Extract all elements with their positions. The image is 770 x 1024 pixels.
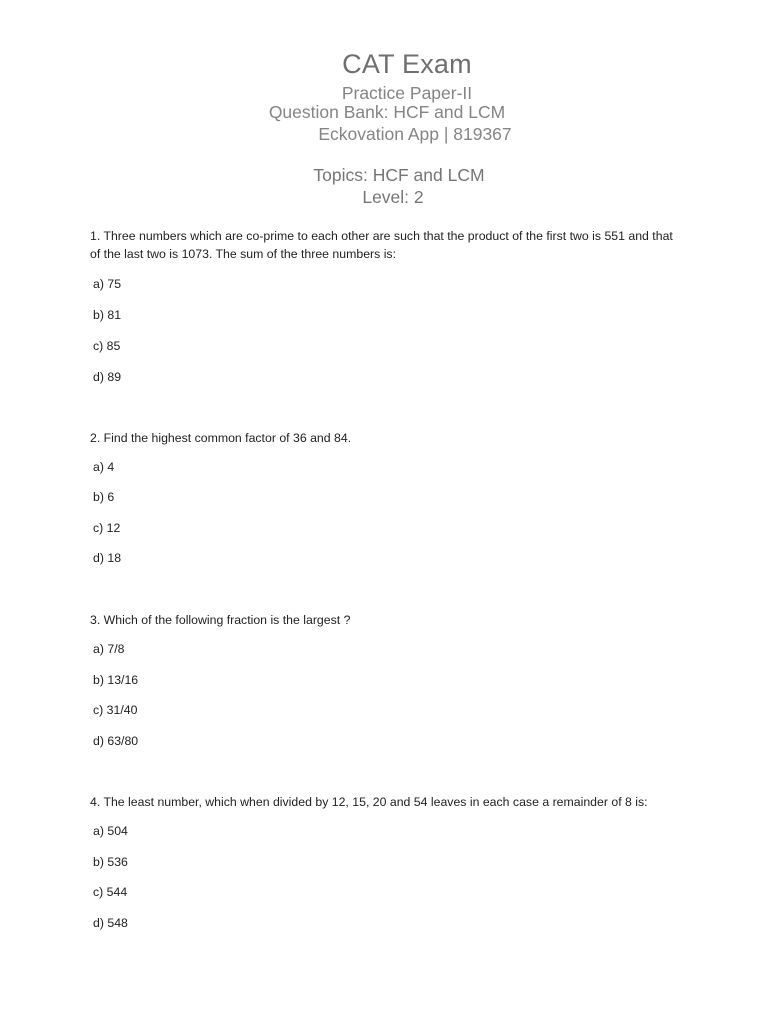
page-subtitle: Practice Paper-II bbox=[341, 83, 473, 103]
app-label: Eckovation App | 819367 bbox=[318, 124, 512, 144]
option-c: c) 12 bbox=[93, 521, 121, 535]
option-d: d) 63/80 bbox=[93, 734, 139, 748]
question-bank-label: Question Bank: HCF and LCM bbox=[268, 102, 506, 122]
option-d: d) 18 bbox=[93, 551, 122, 565]
page-title: CAT Exam bbox=[342, 49, 472, 79]
option-b: b) 6 bbox=[93, 490, 115, 504]
question-1 bbox=[90, 227, 680, 263]
question-text: 1. Three numbers which are co-prime to each other are such that the product of the first two is 551 and that of the last two is 1073. The sum of the three numbers is: bbox=[90, 229, 673, 261]
option-a: a) 4 bbox=[93, 460, 115, 474]
option-d: d) 89 bbox=[93, 370, 122, 384]
option-d: d) 548 bbox=[93, 916, 128, 930]
option-a: a) 504 bbox=[93, 824, 128, 838]
option-a: a) 75 bbox=[93, 277, 122, 291]
question-text: 4. The least number, which when divided by 12, 15, 20 and 54 leaves in each case a remainder of 8 is: bbox=[90, 795, 648, 809]
question-4 bbox=[90, 793, 730, 811]
option-b: b) 81 bbox=[93, 308, 122, 322]
level-heading: Level: 2 bbox=[362, 187, 424, 207]
option-b: b) 536 bbox=[93, 855, 128, 869]
question-3 bbox=[90, 611, 680, 629]
question-text: 3. Which of the following fraction is the largest ? bbox=[90, 613, 351, 627]
option-a: a) 7/8 bbox=[93, 642, 125, 656]
topics-heading: Topics: HCF and LCM bbox=[313, 165, 485, 185]
question-text: 2. Find the highest common factor of 36 and 84. bbox=[90, 431, 352, 445]
option-b: b) 13/16 bbox=[93, 673, 139, 687]
option-c: c) 85 bbox=[93, 339, 121, 353]
option-c: c) 544 bbox=[93, 885, 128, 899]
option-c: c) 31/40 bbox=[93, 703, 138, 717]
question-2 bbox=[90, 429, 680, 447]
